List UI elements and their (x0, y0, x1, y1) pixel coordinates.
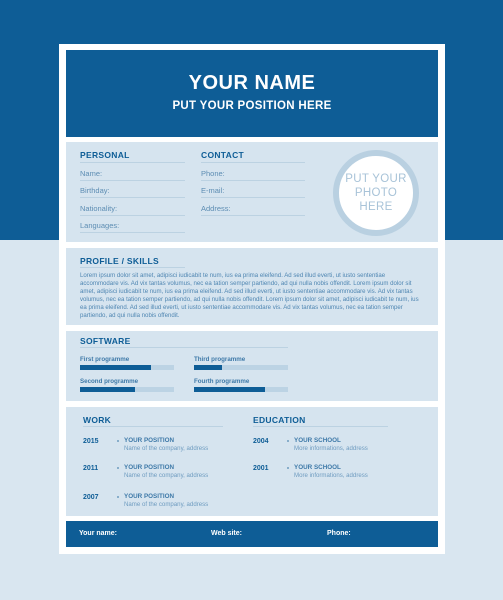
field-rule (201, 197, 305, 198)
programme-label: Third programme (194, 356, 246, 363)
personal-field-birthday: Birthday: (80, 186, 110, 195)
software-title: SOFTWARE (80, 336, 131, 346)
photo-placeholder-text: PUT YOUR PHOTO HERE (345, 173, 407, 213)
programme-bar-fill (194, 365, 222, 370)
bullet-dot (287, 467, 289, 469)
full-name: YOUR NAME (188, 72, 316, 94)
personal-field-languages: Languages: (80, 221, 120, 230)
footer-web-label: Web site: (211, 530, 242, 537)
programme-bar (194, 387, 288, 392)
resume-header (66, 50, 438, 137)
education-year: 2004 (253, 438, 269, 445)
bullet-dot (117, 467, 119, 469)
work-entry-title: YOUR POSITION (124, 464, 175, 471)
work-entry-title: YOUR POSITION (124, 437, 175, 444)
bullet-dot (117, 440, 119, 442)
programme-bar (80, 387, 174, 392)
personal-title: PERSONAL (80, 150, 130, 160)
personal-title-rule (80, 162, 185, 163)
education-title-rule (253, 426, 388, 427)
footer-name-label: Your name: (79, 530, 117, 537)
profile-title-rule (80, 267, 185, 268)
resume-footer (66, 521, 438, 547)
education-entry-title: YOUR SCHOOL (294, 464, 341, 471)
education-entry-title: YOUR SCHOOL (294, 437, 341, 444)
programme-bar-fill (80, 365, 151, 370)
field-rule (80, 215, 185, 216)
field-rule (80, 232, 185, 233)
work-entry-title: YOUR POSITION (124, 493, 175, 500)
footer-phone-label: Phone: (327, 530, 351, 537)
work-education-panel (66, 407, 438, 516)
bullet-dot (287, 440, 289, 442)
field-rule (80, 197, 185, 198)
contact-title-rule (201, 162, 305, 163)
field-rule (80, 180, 185, 181)
contact-field-address: Address: (201, 204, 231, 213)
programme-bar-fill (194, 387, 265, 392)
programme-label: Second programme (80, 378, 139, 385)
field-rule (201, 215, 305, 216)
work-year: 2011 (83, 465, 99, 472)
contact-field-phone: Phone: (201, 169, 225, 178)
software-title-rule (80, 347, 288, 348)
work-year: 2015 (83, 438, 99, 445)
contact-title: CONTACT (201, 150, 245, 160)
profile-text: Lorem ipsum dolor sit amet, adipisci iudicabit te num, ius ea prima eleifend. Ad sed illud everti, ut iusto sententiae accommodare vis. Ad vix tantas volumus, nec ea tation semper partiendo, ad qui nulla nobis offendit. Lorem ipsum dolor sit amet, adipisci iudicabit te num, ius ea prima eleifend. Ad sed illud everti, ut iusto sententiae accommodare vis. Ad vix tantas volumus, nec ea tation semper partiendo, ad qui nulla nobis offendit. Lorem ipsum dolor sit amet, adipisci iudicabit te num, ius ea prima eleifend. Ad sed illud everti, ut iusto sententiae accommodare vis. Ad vix tantas volumus, nec ea tation semper partiendo, ad qui nulla nobis offendit. (80, 272, 419, 320)
education-entry-sub: More informations, address (294, 472, 368, 479)
contact-field-email: E-mail: (201, 186, 225, 195)
bullet-dot (117, 496, 119, 498)
programme-bar-fill (80, 387, 135, 392)
work-title-rule (83, 426, 223, 427)
position-title: PUT YOUR POSITION HERE (172, 100, 332, 112)
education-entry-sub: More informations, address (294, 445, 368, 452)
programme-label: First programme (80, 356, 130, 363)
work-entry-sub: Name of the company, address (124, 445, 209, 452)
work-year: 2007 (83, 494, 99, 501)
education-year: 2001 (253, 465, 269, 472)
personal-field-name: Name: (80, 169, 103, 178)
programme-bar (80, 365, 174, 370)
programme-label: Fourth programme (194, 378, 250, 385)
photo-placeholder[interactable] (333, 150, 419, 236)
work-title: WORK (83, 415, 112, 425)
work-entry-sub: Name of the company, address (124, 472, 209, 479)
field-rule (201, 180, 305, 181)
work-entry-sub: Name of the company, address (124, 501, 209, 508)
profile-title: PROFILE / SKILLS (80, 256, 159, 266)
education-title: EDUCATION (253, 415, 306, 425)
programme-bar (194, 365, 288, 370)
personal-field-nationality: Nationality: (80, 204, 118, 213)
